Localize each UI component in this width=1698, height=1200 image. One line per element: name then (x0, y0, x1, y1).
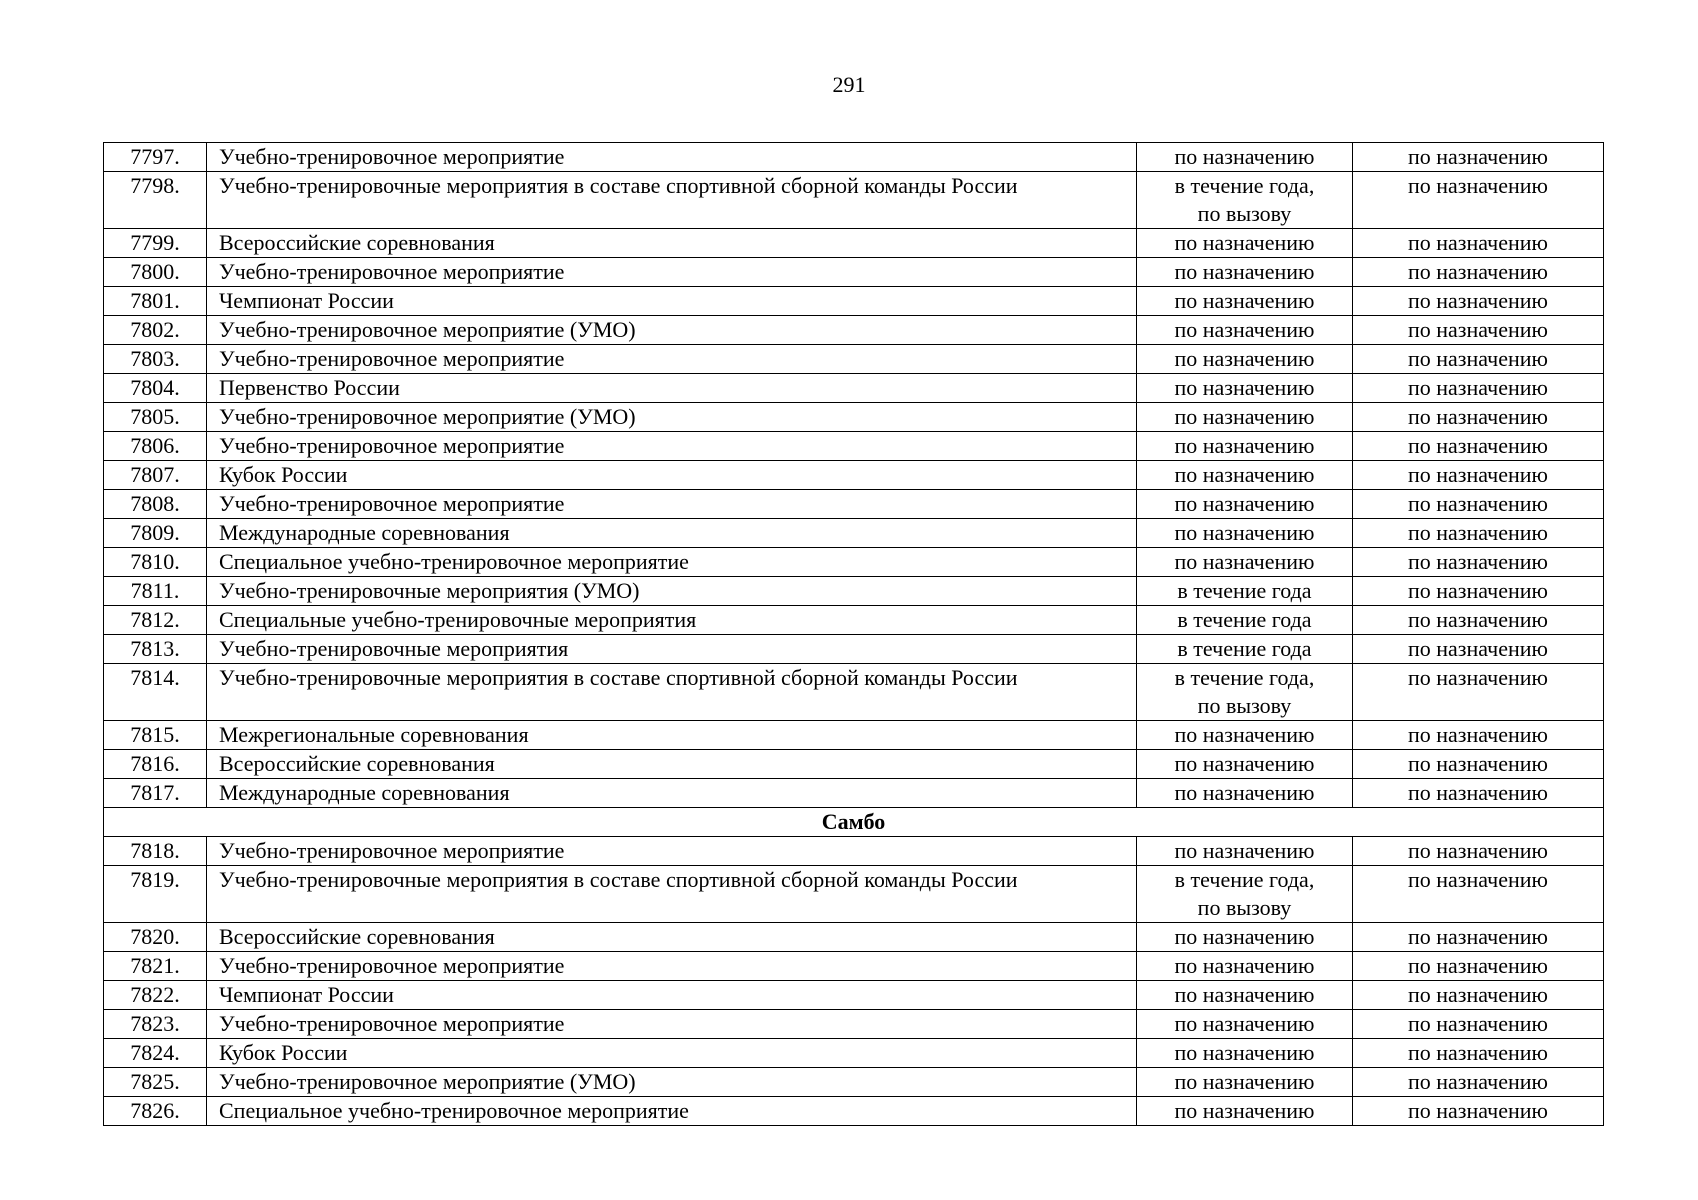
event-period-cell (1137, 1010, 1353, 1039)
event-period-line: в течение года (1177, 607, 1312, 632)
event-period-cell (1137, 923, 1353, 952)
table-row (104, 316, 1604, 345)
event-name-cell: Учебно-тренировочные мероприятия в составе спортивной сборной команды России (207, 172, 1137, 229)
event-period-line: в течение года, (1174, 665, 1315, 690)
event-period-cell (1137, 606, 1353, 635)
row-number-cell: 7817. (104, 779, 207, 808)
event-name-cell: Специальное учебно-тренировочное мероприятие (207, 1097, 1137, 1126)
event-period-line: по назначению (1174, 982, 1315, 1007)
event-period-line: по назначению (1174, 230, 1315, 255)
event-name-cell: Учебно-тренировочные мероприятия в составе спортивной сборной команды России (207, 664, 1137, 721)
table-row (104, 490, 1604, 519)
event-place-cell: по назначению (1353, 548, 1604, 577)
event-name-cell: Всероссийские соревнования (207, 750, 1137, 779)
event-name-cell: Всероссийские соревнования (207, 923, 1137, 952)
event-period-cell (1137, 664, 1353, 721)
row-number-cell: 7809. (104, 519, 207, 548)
event-period-line: по назначению (1174, 404, 1315, 429)
event-period-cell (1137, 287, 1353, 316)
row-number-cell: 7814. (104, 664, 207, 721)
event-period-line: по вызову (1197, 693, 1292, 718)
table-row (104, 981, 1604, 1010)
table-row (104, 287, 1604, 316)
event-period-line: по назначению (1174, 520, 1315, 545)
row-number-cell: 7807. (104, 461, 207, 490)
event-place-cell: по назначению (1353, 1010, 1604, 1039)
table-row (104, 1039, 1604, 1068)
event-place-cell: по назначению (1353, 606, 1604, 635)
event-place-cell: по назначению (1353, 519, 1604, 548)
event-period-line: по назначению (1174, 722, 1315, 747)
event-place-cell: по назначению (1353, 374, 1604, 403)
event-period-line: по назначению (1174, 144, 1315, 169)
event-period-cell (1137, 750, 1353, 779)
event-place-cell: по назначению (1353, 258, 1604, 287)
row-number-cell: 7816. (104, 750, 207, 779)
event-place-cell: по назначению (1353, 923, 1604, 952)
event-place-cell: по назначению (1353, 635, 1604, 664)
table-row (104, 923, 1604, 952)
event-period-line: по назначению (1174, 1011, 1315, 1036)
event-place-cell: по назначению (1353, 981, 1604, 1010)
row-number-cell: 7821. (104, 952, 207, 981)
event-period-line: по назначению (1174, 953, 1315, 978)
event-period-cell (1137, 461, 1353, 490)
event-period-line: в течение года (1177, 636, 1312, 661)
table-row (104, 952, 1604, 981)
event-period-cell (1137, 1068, 1353, 1097)
row-number-cell: 7811. (104, 577, 207, 606)
event-period-line: по назначению (1174, 1040, 1315, 1065)
event-place-cell: по назначению (1353, 143, 1604, 172)
row-number-cell: 7801. (104, 287, 207, 316)
event-period-cell (1137, 432, 1353, 461)
event-name-cell: Учебно-тренировочное мероприятие (207, 258, 1137, 287)
event-name-cell: Учебно-тренировочное мероприятие (207, 952, 1137, 981)
event-period-line: по назначению (1174, 924, 1315, 949)
event-period-cell (1137, 981, 1353, 1010)
event-period-cell (1137, 172, 1353, 229)
event-period-cell (1137, 952, 1353, 981)
event-place-cell: по назначению (1353, 287, 1604, 316)
event-period-line: по назначению (1174, 1069, 1315, 1094)
event-place-cell: по назначению (1353, 779, 1604, 808)
row-number-cell: 7825. (104, 1068, 207, 1097)
event-name-cell: Чемпионат России (207, 287, 1137, 316)
event-place-cell: по назначению (1353, 952, 1604, 981)
event-period-line: по назначению (1174, 317, 1315, 342)
row-number-cell: 7803. (104, 345, 207, 374)
row-number-cell: 7813. (104, 635, 207, 664)
event-period-cell (1137, 779, 1353, 808)
event-period-cell (1137, 721, 1353, 750)
event-place-cell: по назначению (1353, 1068, 1604, 1097)
table-row (104, 837, 1604, 866)
event-place-cell: по назначению (1353, 316, 1604, 345)
event-period-line: по назначению (1174, 1098, 1315, 1123)
row-number-cell: 7797. (104, 143, 207, 172)
row-number-cell: 7824. (104, 1039, 207, 1068)
event-period-line: по вызову (1197, 201, 1292, 226)
event-name-cell: Межрегиональные соревнования (207, 721, 1137, 750)
event-place-cell: по назначению (1353, 837, 1604, 866)
row-number-cell: 7822. (104, 981, 207, 1010)
section-title: Самбо (104, 808, 1604, 837)
table-row (104, 258, 1604, 287)
table-row (104, 519, 1604, 548)
row-number-cell: 7823. (104, 1010, 207, 1039)
row-number-cell: 7808. (104, 490, 207, 519)
event-name-cell: Учебно-тренировочное мероприятие (207, 143, 1137, 172)
event-place-cell: по назначению (1353, 432, 1604, 461)
table-row (104, 721, 1604, 750)
event-period-line: по назначению (1174, 549, 1315, 574)
event-period-line: по назначению (1174, 375, 1315, 400)
event-period-line: в течение года, (1174, 173, 1315, 198)
table-row (104, 664, 1604, 721)
events-table (103, 142, 1604, 1126)
table-row (104, 866, 1604, 923)
event-place-cell: по назначению (1353, 866, 1604, 923)
table-row (104, 1097, 1604, 1126)
table-row (104, 143, 1604, 172)
event-place-cell: по назначению (1353, 403, 1604, 432)
event-period-cell (1137, 519, 1353, 548)
event-period-cell (1137, 866, 1353, 923)
event-place-cell: по назначению (1353, 461, 1604, 490)
event-period-line: по назначению (1174, 780, 1315, 805)
event-place-cell: по назначению (1353, 664, 1604, 721)
table-row (104, 779, 1604, 808)
table-row (104, 606, 1604, 635)
event-name-cell: Учебно-тренировочное мероприятие (207, 1010, 1137, 1039)
page-number: 291 (832, 72, 866, 97)
event-place-cell: по назначению (1353, 1097, 1604, 1126)
event-name-cell: Кубок России (207, 1039, 1137, 1068)
table-row (104, 461, 1604, 490)
event-name-cell: Чемпионат России (207, 981, 1137, 1010)
event-place-cell: по назначению (1353, 345, 1604, 374)
event-place-cell: по назначению (1353, 750, 1604, 779)
table-row (104, 172, 1604, 229)
event-period-cell (1137, 316, 1353, 345)
row-number-cell: 7802. (104, 316, 207, 345)
table-row (104, 548, 1604, 577)
section-header-row (104, 808, 1604, 837)
event-period-line: в течение года (1177, 578, 1312, 603)
event-place-cell: по назначению (1353, 172, 1604, 229)
table-row (104, 577, 1604, 606)
row-number-cell: 7818. (104, 837, 207, 866)
event-period-line: по вызову (1197, 895, 1292, 920)
row-number-cell: 7805. (104, 403, 207, 432)
table-row (104, 1068, 1604, 1097)
event-period-line: по назначению (1174, 838, 1315, 863)
event-place-cell: по назначению (1353, 229, 1604, 258)
row-number-cell: 7815. (104, 721, 207, 750)
event-name-cell: Кубок России (207, 461, 1137, 490)
event-name-cell: Учебно-тренировочное мероприятие (УМО) (207, 1068, 1137, 1097)
row-number-cell: 7820. (104, 923, 207, 952)
row-number-cell: 7810. (104, 548, 207, 577)
event-name-cell: Учебно-тренировочное мероприятие (207, 490, 1137, 519)
event-name-cell: Всероссийские соревнования (207, 229, 1137, 258)
event-period-cell (1137, 143, 1353, 172)
event-name-cell: Специальные учебно-тренировочные мероприятия (207, 606, 1137, 635)
row-number-cell: 7819. (104, 866, 207, 923)
row-number-cell: 7806. (104, 432, 207, 461)
table-row (104, 374, 1604, 403)
event-period-line: в течение года, (1174, 867, 1315, 892)
event-period-cell (1137, 345, 1353, 374)
event-period-line: по назначению (1174, 491, 1315, 516)
event-period-line: по назначению (1174, 433, 1315, 458)
row-number-cell: 7826. (104, 1097, 207, 1126)
event-place-cell: по назначению (1353, 721, 1604, 750)
event-period-cell (1137, 1097, 1353, 1126)
event-place-cell: по назначению (1353, 490, 1604, 519)
event-place-cell: по назначению (1353, 1039, 1604, 1068)
row-number-cell: 7800. (104, 258, 207, 287)
event-period-cell (1137, 548, 1353, 577)
event-period-line: по назначению (1174, 751, 1315, 776)
event-period-cell (1137, 635, 1353, 664)
event-name-cell: Международные соревнования (207, 779, 1137, 808)
event-period-line: по назначению (1174, 259, 1315, 284)
event-name-cell: Учебно-тренировочное мероприятие (207, 432, 1137, 461)
event-period-line: по назначению (1174, 346, 1315, 371)
table-row (104, 1010, 1604, 1039)
row-number-cell: 7812. (104, 606, 207, 635)
event-name-cell: Учебно-тренировочное мероприятие (УМО) (207, 316, 1137, 345)
row-number-cell: 7798. (104, 172, 207, 229)
event-name-cell: Учебно-тренировочные мероприятия в составе спортивной сборной команды России (207, 866, 1137, 923)
event-period-cell (1137, 837, 1353, 866)
event-name-cell: Учебно-тренировочное мероприятие (207, 345, 1137, 374)
event-name-cell: Учебно-тренировочное мероприятие (УМО) (207, 403, 1137, 432)
table-row (104, 635, 1604, 664)
table-row (104, 432, 1604, 461)
table-row (104, 345, 1604, 374)
event-name-cell: Первенство России (207, 374, 1137, 403)
table-row (104, 229, 1604, 258)
event-place-cell: по назначению (1353, 577, 1604, 606)
event-period-cell (1137, 1039, 1353, 1068)
event-name-cell: Специальное учебно-тренировочное мероприятие (207, 548, 1137, 577)
event-period-cell (1137, 374, 1353, 403)
event-name-cell: Учебно-тренировочное мероприятие (207, 837, 1137, 866)
row-number-cell: 7799. (104, 229, 207, 258)
event-period-line: по назначению (1174, 462, 1315, 487)
row-number-cell: 7804. (104, 374, 207, 403)
event-period-cell (1137, 258, 1353, 287)
table-row (104, 750, 1604, 779)
event-name-cell: Учебно-тренировочные мероприятия (207, 635, 1137, 664)
event-period-line: по назначению (1174, 288, 1315, 313)
event-name-cell: Международные соревнования (207, 519, 1137, 548)
event-name-cell: Учебно-тренировочные мероприятия (УМО) (207, 577, 1137, 606)
table-row (104, 403, 1604, 432)
event-period-cell (1137, 577, 1353, 606)
event-period-cell (1137, 403, 1353, 432)
event-period-cell (1137, 490, 1353, 519)
event-period-cell (1137, 229, 1353, 258)
